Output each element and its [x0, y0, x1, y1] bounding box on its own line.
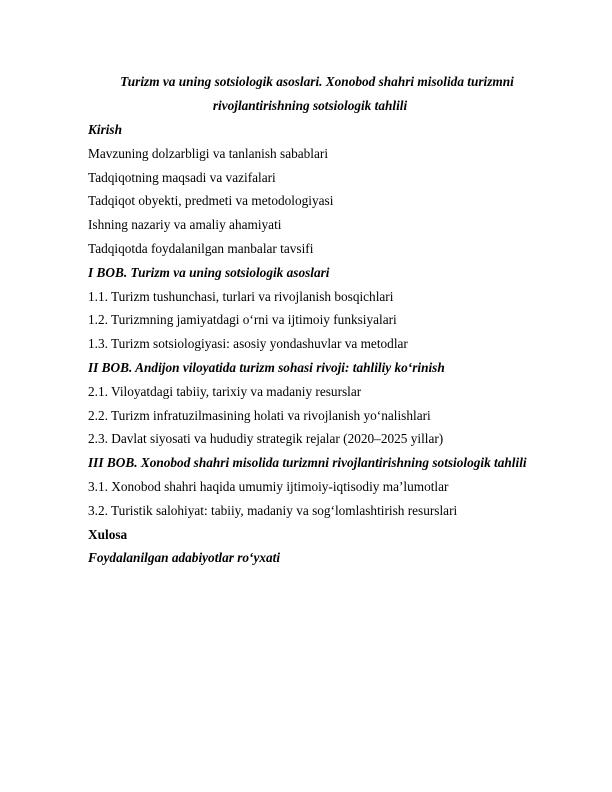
- toc-chapter-1-heading: I BOB. Turizm va uning sotsiologik asoslari: [88, 264, 330, 280]
- toc-item: Ishning nazariy va amaliy ahamiyati: [88, 217, 282, 233]
- toc-item: Tadqiqotning maqsadi va vazifalari: [88, 169, 276, 185]
- toc-item: 2.3. Davlat siyosati va hududiy strategik rejalar (2020–2025 yillar): [88, 431, 444, 447]
- toc-item: 2.1. Viloyatdagi tabiiy, tarixiy va madaniy resurslar: [88, 383, 362, 399]
- toc-chapter-3-heading: III BOB. Xonobod shahri misolida turizmni rivojlantirishning sotsiologik tahlili: [88, 455, 527, 471]
- toc-item: Mavzuning dolzarbligi va tanlanish sabablari: [88, 145, 329, 161]
- toc-item: 2.2. Turizm infratuzilmasining holati va rivojlanish yo‘nalishlari: [88, 407, 431, 423]
- toc-item-references: Foydalanilgan adabiyotlar ro‘yxati: [88, 550, 281, 566]
- document-title: Turizm va uning sotsiologik asoslari. Xonobod shahri misolida turizmni rivojlantirishning sotsiologik tahlili: [120, 74, 514, 113]
- toc-chapter-2-heading: II BOB. Andijon viloyatida turizm sohasi rivoji: tahliliy ko‘rinish: [88, 359, 445, 375]
- toc-item: 1.2. Turizmning jamiyatdagi o‘rni va ijtimoiy funksiyalari: [88, 312, 397, 328]
- toc-item: Tadqiqotda foydalanilgan manbalar tavsifi: [88, 240, 314, 256]
- toc-item: 1.3. Turizm sotsiologiyasi: asosiy yondashuvlar va metodlar: [88, 336, 408, 352]
- table-of-contents: [88, 118, 532, 570]
- toc-item: Tadqiqot obyekti, predmeti va metodologiyasi: [88, 193, 334, 209]
- toc-item: 3.1. Xonobod shahri haqida umumiy ijtimoiy-iqtisodiy ma’lumotlar: [88, 478, 449, 494]
- toc-item: 3.2. Turistik salohiyat: tabiiy, madaniy va sog‘lomlashtirish resurslari: [88, 502, 458, 518]
- toc-item: 1.1. Turizm tushunchasi, turlari va rivojlanish bosqichlari: [88, 288, 394, 304]
- toc-item-conclusion: Xulosa: [88, 526, 128, 542]
- toc-item-introduction: Kirish: [88, 122, 123, 137]
